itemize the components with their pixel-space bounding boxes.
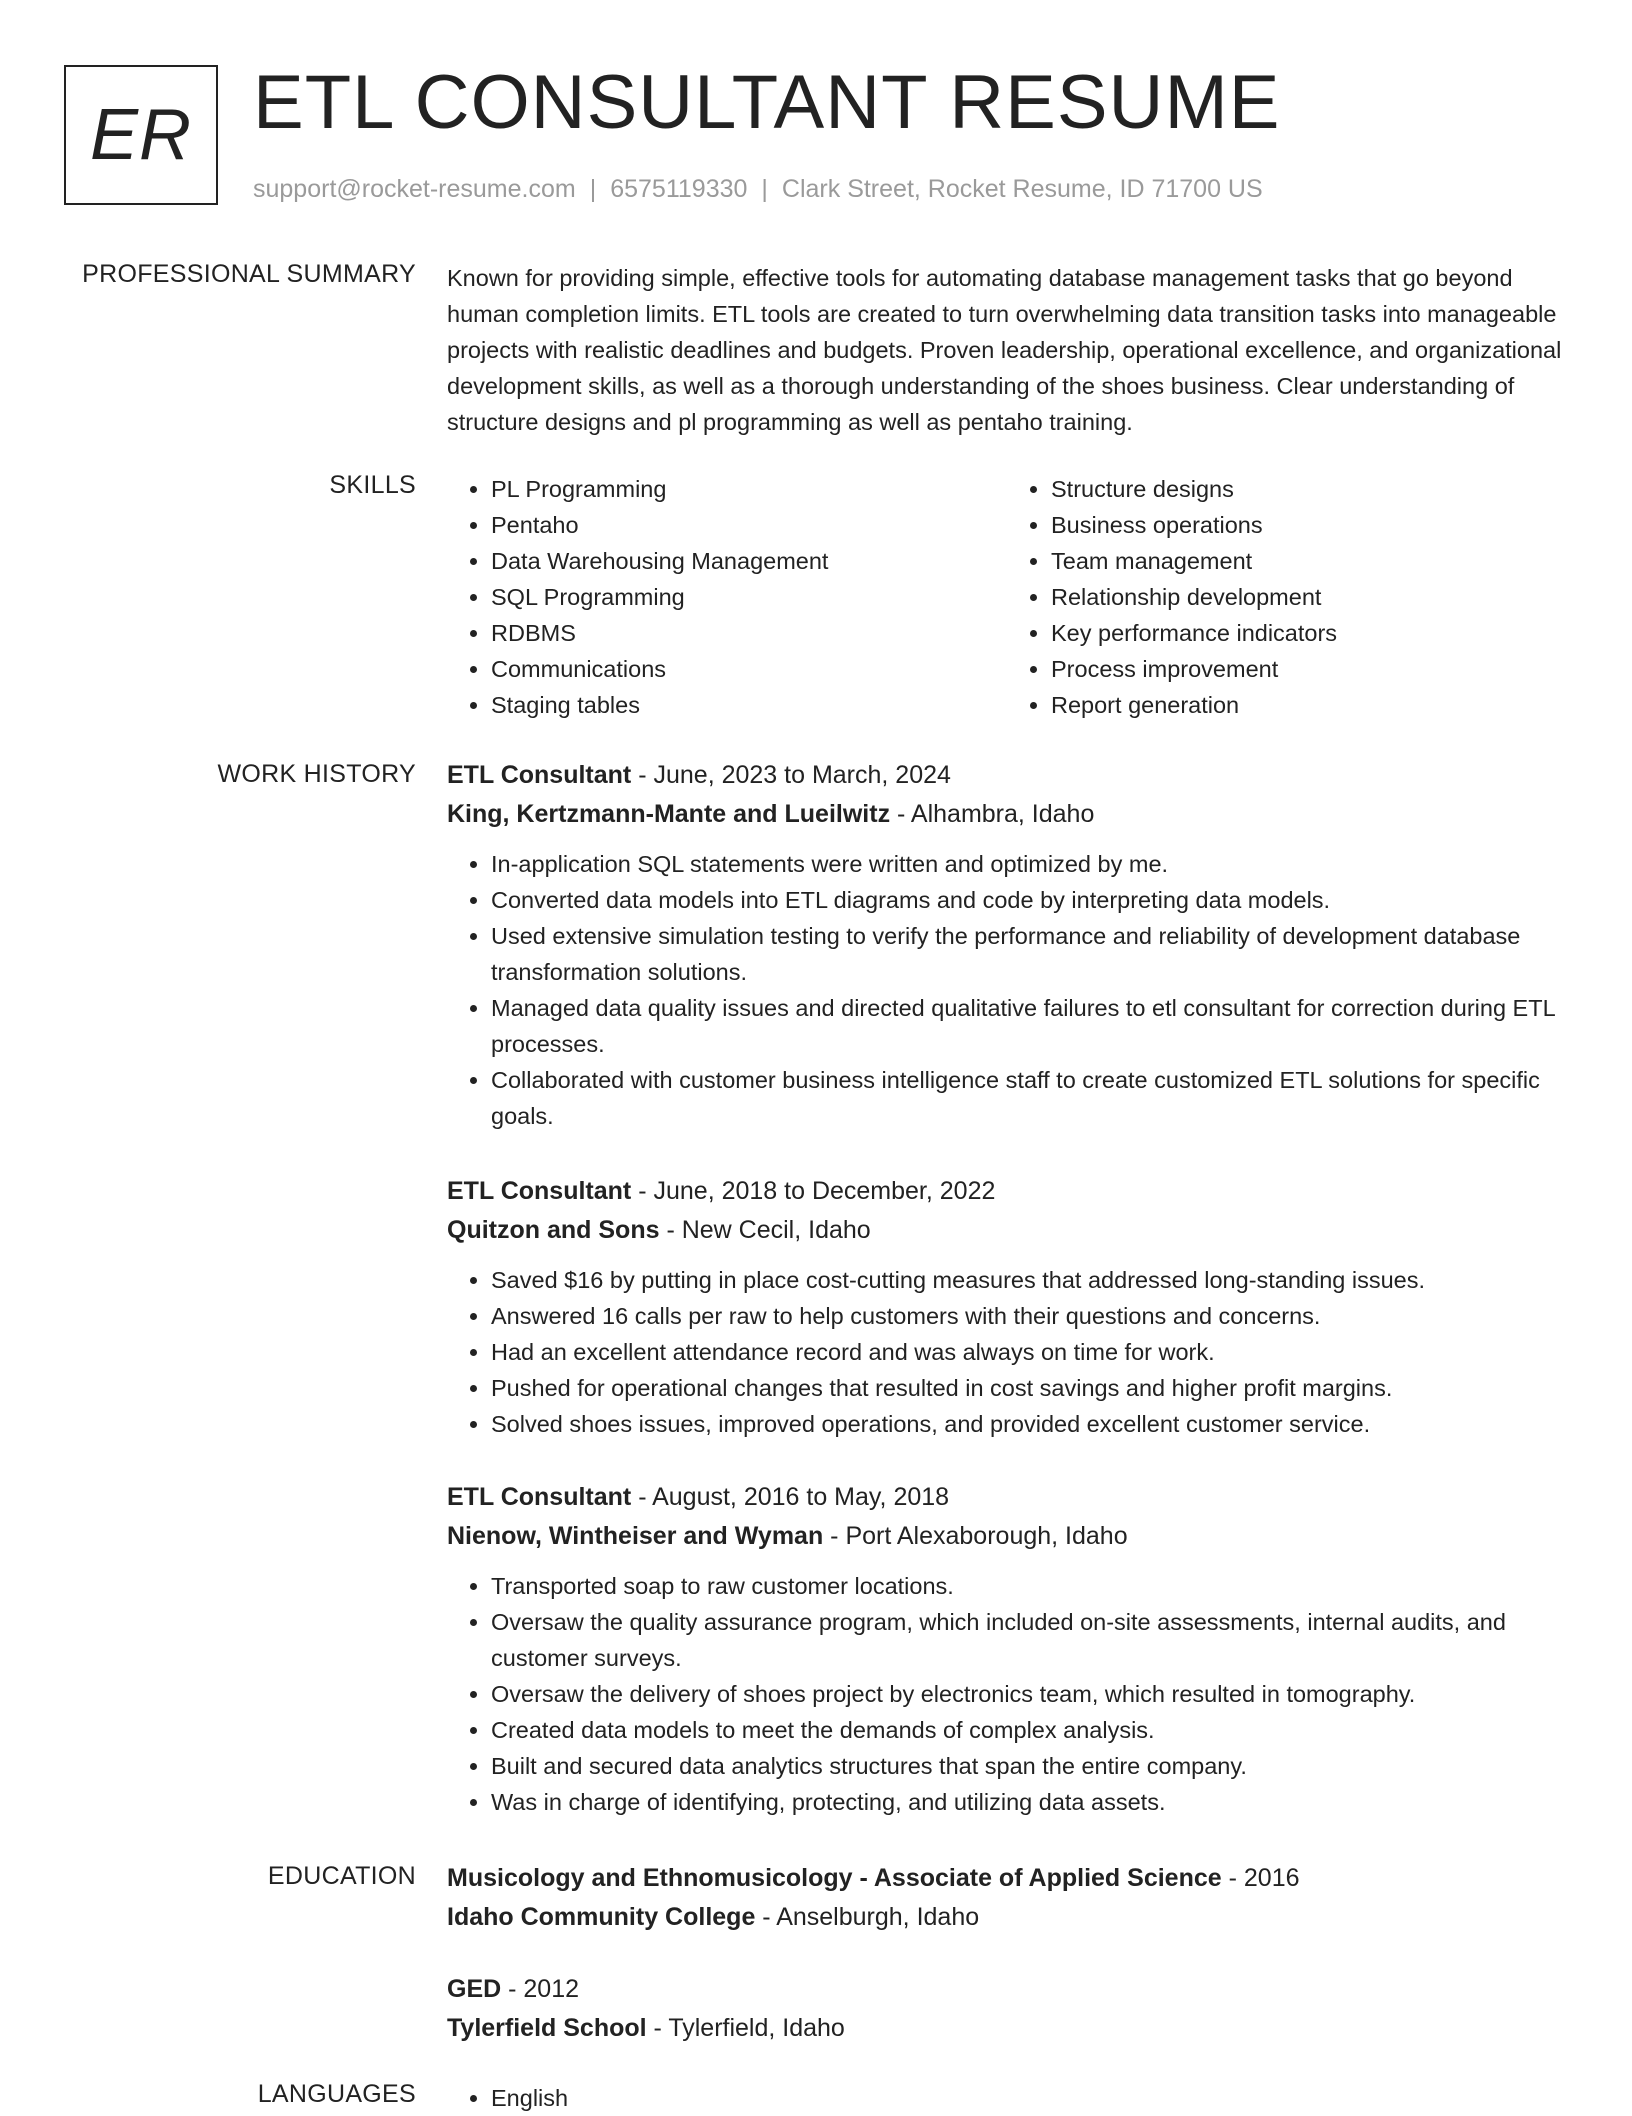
job-bullets [447, 846, 1567, 1134]
education-entry [447, 1970, 1567, 2048]
education-entry [447, 1859, 1567, 1937]
education-degree-line [447, 1859, 1567, 1898]
education-location: - Tylerfield, Idaho [646, 2014, 845, 2042]
job-company: Quitzon and Sons [447, 1216, 660, 1244]
education-school-line [447, 2009, 1567, 2048]
skill-item: • Communications [491, 651, 1007, 687]
skill-item: • RDBMS [491, 615, 1007, 651]
resume-header [64, 60, 1592, 211]
skill-item: • Business operations [1051, 507, 1567, 543]
skill-item: • Staging tables [491, 687, 1007, 723]
job-entry [447, 1172, 1567, 1442]
section-label-education: EDUCATION [267, 1862, 416, 1890]
skill-item: • Pentaho [491, 507, 1007, 543]
skill-item: • SQL Programming [491, 579, 1007, 615]
job-bullet: • Pushed for operational changes that resulted in cost savings and higher profit margins. [491, 1370, 1567, 1406]
education-school: Tylerfield School [447, 2014, 647, 2042]
job-entry [447, 756, 1567, 1134]
job-dates: - June, 2018 to December, 2022 [631, 1177, 996, 1205]
language-item: • English [491, 2080, 1567, 2116]
job-bullet: • Converted data models into ETL diagrams and code by interpreting data models. [491, 882, 1567, 918]
job-company-line [447, 1211, 1567, 1250]
job-title-line [447, 1478, 1567, 1517]
section-label-skills: SKILLS [329, 471, 416, 499]
education-school-line [447, 1898, 1567, 1937]
job-bullet: • Had an excellent attendance record and was always on time for work. [491, 1334, 1567, 1370]
job-location: - New Cecil, Idaho [659, 1216, 871, 1244]
job-bullet: • Managed data quality issues and directed qualitative failures to etl consultant for correction during ETL processes. [491, 990, 1567, 1062]
education-school: Idaho Community College [447, 1903, 756, 1931]
skill-item: • Report generation [1051, 687, 1567, 723]
job-dates: - June, 2023 to March, 2024 [631, 761, 951, 789]
skill-item: • PL Programming [491, 471, 1007, 507]
section-label-summary: PROFESSIONAL SUMMARY [82, 260, 416, 288]
skills-list-left [447, 471, 1007, 723]
skill-item: • Relationship development [1051, 579, 1567, 615]
job-company: King, Kertzmann-Mante and Lueilwitz [447, 800, 891, 828]
skill-item: • Team management [1051, 543, 1567, 579]
section-label-work: WORK HISTORY [217, 760, 416, 788]
resume-title: ETL CONSULTANT RESUME [253, 60, 1281, 145]
job-title-line [447, 1172, 1567, 1211]
contact-separator: | [761, 175, 768, 203]
education-degree: GED [447, 1975, 502, 2003]
job-bullet: • Oversaw the quality assurance program, which included on-site assessments, internal audits, and customer surveys. [491, 1604, 1567, 1676]
skills-list-right [1007, 471, 1567, 723]
job-entry [447, 1478, 1567, 1820]
job-company: Nienow, Wintheiser and Wyman [447, 1522, 824, 1550]
job-location: - Port Alexaborough, Idaho [823, 1522, 1128, 1550]
job-bullet: • Solved shoes issues, improved operations, and provided excellent customer service. [491, 1406, 1567, 1442]
contact-separator: | [589, 175, 597, 203]
contact-address: Clark Street, Rocket Resume, ID 71700 US [781, 175, 1263, 203]
job-bullet: • Built and secured data analytics structures that span the entire company. [491, 1748, 1567, 1784]
job-title: ETL Consultant [447, 1177, 632, 1205]
section-label-languages: LANGUAGES [257, 2080, 416, 2108]
languages-list [447, 2080, 1567, 2116]
education-year: - 2012 [501, 1975, 580, 2003]
job-bullet: • Oversaw the delivery of shoes project by electronics team, which resulted in tomography. [491, 1676, 1567, 1712]
job-bullets [447, 1568, 1567, 1820]
job-bullet: • Answered 16 calls per raw to help customers with their questions and concerns. [491, 1298, 1567, 1334]
job-location: - Alhambra, Idaho [890, 800, 1095, 828]
education-location: - Anselburgh, Idaho [755, 1903, 980, 1931]
skill-item: • Key performance indicators [1051, 615, 1567, 651]
job-bullet: • Used extensive simulation testing to verify the performance and reliability of development database transformation solutions. [491, 918, 1567, 990]
contact-email: support@rocket-resume.com [253, 175, 576, 203]
skill-item: • Data Warehousing Management [491, 543, 1007, 579]
job-title: ETL Consultant [447, 1483, 632, 1511]
job-bullet: • Collaborated with customer business intelligence staff to create customized ETL solutions for specific goals. [491, 1062, 1567, 1134]
job-company-line [447, 795, 1567, 834]
contact-phone: 6575119330 [610, 175, 748, 203]
job-bullet: • Transported soap to raw customer locations. [491, 1568, 1567, 1604]
job-bullets [447, 1262, 1567, 1442]
job-bullet: • Was in charge of identifying, protecting, and utilizing data assets. [491, 1784, 1567, 1820]
education-degree-line [447, 1970, 1567, 2009]
job-bullet: • Saved $16 by putting in place cost-cutting measures that addressed long-standing issues. [491, 1262, 1567, 1298]
job-bullet: • In-application SQL statements were written and optimized by me. [491, 846, 1567, 882]
job-dates: - August, 2016 to May, 2018 [631, 1483, 950, 1511]
job-bullet: • Created data models to meet the demands of complex analysis. [491, 1712, 1567, 1748]
contact-line [253, 175, 1263, 204]
education-degree: Musicology and Ethnomusicology - Associate of Applied Science [447, 1864, 1222, 1892]
monogram-logo: ER [64, 65, 218, 205]
job-company-line [447, 1517, 1567, 1556]
job-title-line [447, 756, 1567, 795]
job-title: ETL Consultant [447, 761, 632, 789]
skill-item: • Process improvement [1051, 651, 1567, 687]
education-year: - 2016 [1221, 1864, 1300, 1892]
summary-text: Known for providing simple, effective tools for automating database management tasks that go beyond human completion limits. ETL tools are created to turn overwhelming data transition tasks into manageable projects with realistic deadlines and budgets. Proven leadership, operational excellence, and organizational development skills, as well as a thorough understanding of the shoes business. Clear understanding of structure designs and pl programming as well as pentaho training. [447, 265, 1562, 435]
skill-item: • Structure designs [1051, 471, 1567, 507]
